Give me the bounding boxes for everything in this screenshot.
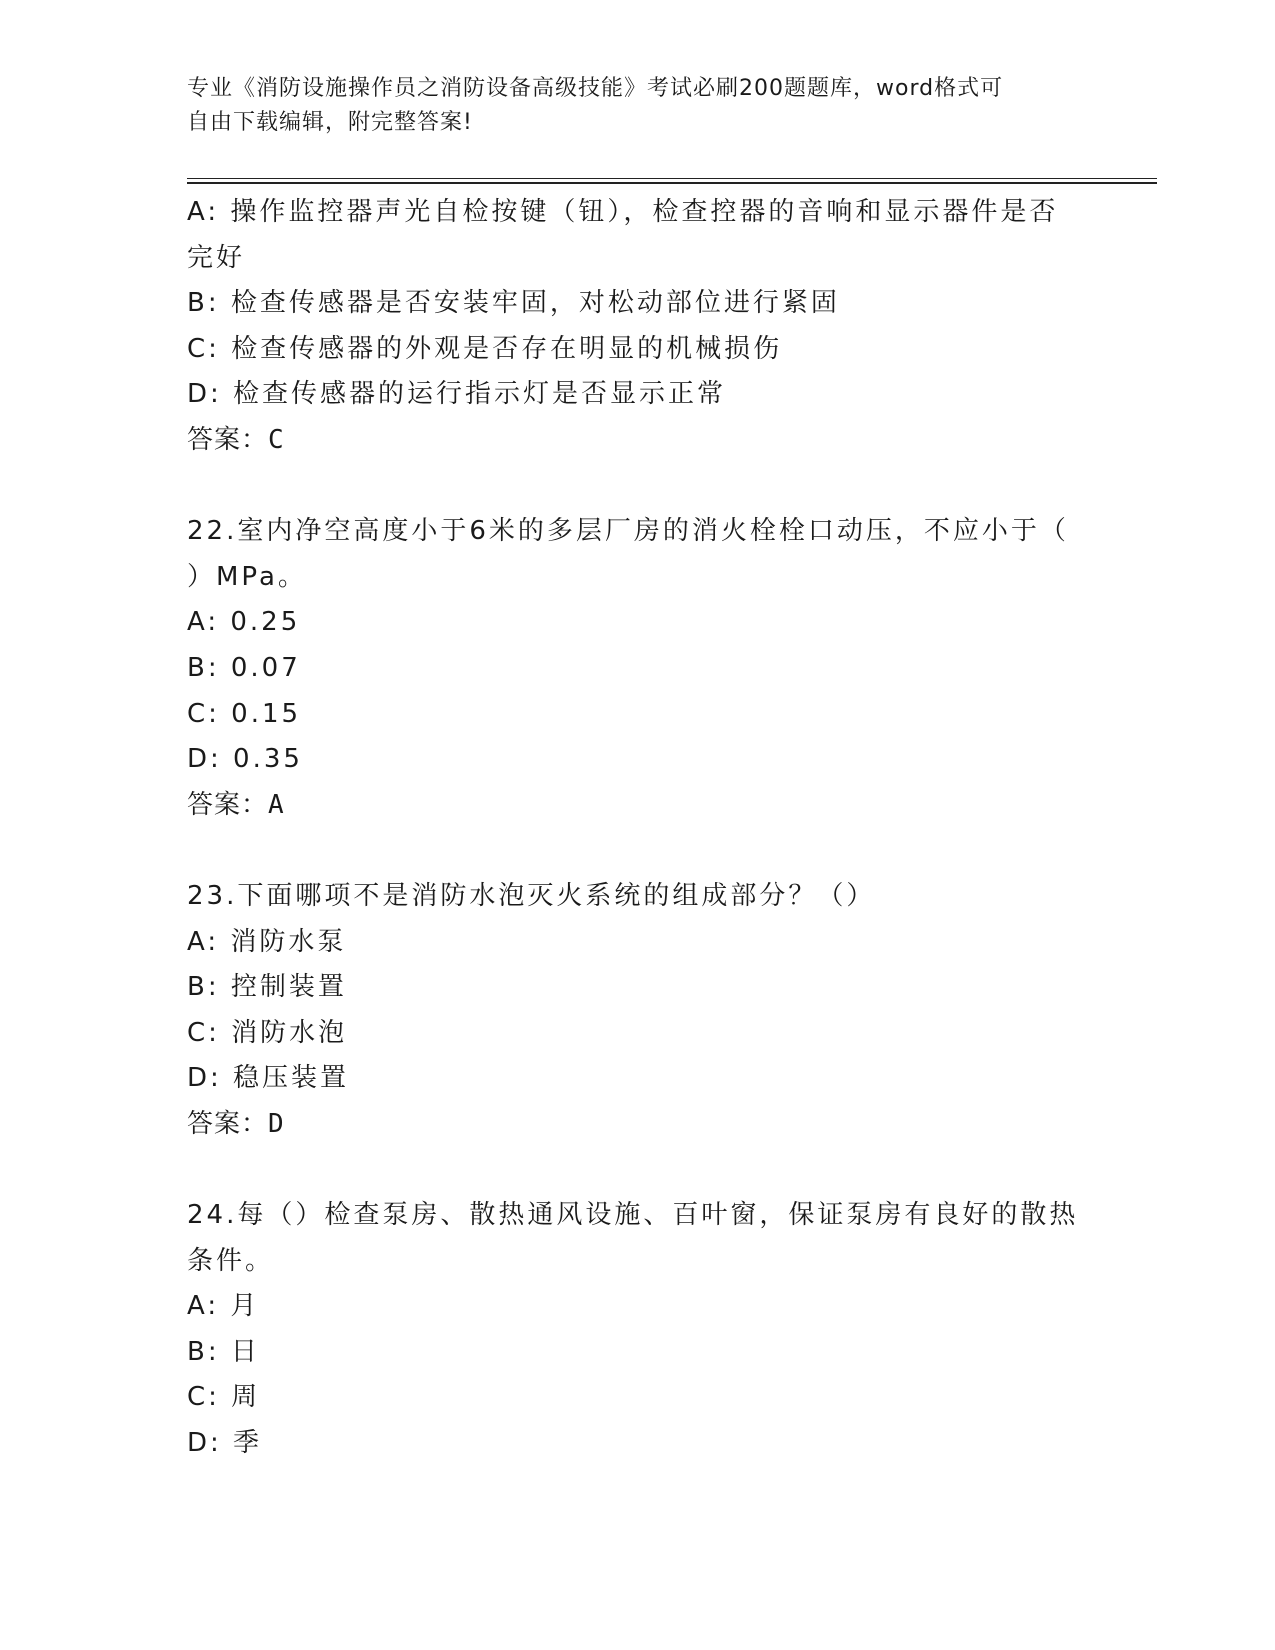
question-23 [187, 874, 1087, 1148]
question-22 [187, 509, 1087, 828]
answer [187, 1102, 1087, 1148]
option-a: A: 0.25 [187, 607, 301, 638]
header-line-1: 专业《消防设施操作员之消防设备高级技能》考试必刷200题题库，word格式可 [187, 76, 1004, 101]
question-list [187, 190, 1087, 1467]
answer [187, 783, 1087, 829]
option-d: D: 稳压装置 [187, 1063, 350, 1094]
option-b: B: 日 [187, 1336, 260, 1367]
option-b: B: 检查传感器是否安装牢固，对松动部位进行紧固 [187, 288, 840, 319]
document-header [187, 72, 1067, 140]
question-21 [187, 190, 1087, 464]
answer-value: A [268, 789, 285, 820]
option-d: D: 季 [187, 1428, 263, 1459]
option-a: A: 消防水泵 [187, 926, 347, 957]
question-stem-line-1: 23.下面哪项不是消防水泡灭火系统的组成部分？（） [187, 880, 876, 911]
answer-label: 答案： [187, 1108, 269, 1139]
header-divider-thin [187, 178, 1157, 179]
option-d: D: 检查传感器的运行指示灯是否显示正常 [187, 379, 727, 410]
option-c: C: 检查传感器的外观是否存在明显的机械损伤 [187, 333, 783, 364]
question-stem-line-2: ）MPa。 [187, 561, 307, 592]
option-d: D: 0.35 [187, 744, 303, 775]
option-a-line-2: 完好 [187, 242, 246, 273]
option-b: B: 0.07 [187, 652, 301, 683]
header-line-2: 自由下载编辑，附完整答案! [187, 110, 473, 135]
question-stem-line-1: 22.室内净空高度小于6米的多层厂房的消火栓栓口动压，不应小于（ [187, 516, 1069, 547]
option-a-line-1: A: 操作监控器声光自检按键（钮），检查控器的音响和显示器件是否 [187, 197, 1059, 227]
spacer [187, 464, 1087, 510]
option-c: C: 周 [187, 1382, 261, 1413]
question-24 [187, 1193, 1087, 1467]
header-divider-thick [187, 182, 1157, 184]
answer-label: 答案： [187, 424, 269, 455]
option-a: A: 月 [187, 1291, 260, 1322]
question-stem-line-2: 条件。 [187, 1245, 275, 1276]
spacer [187, 1147, 1087, 1193]
option-c: C: 0.15 [187, 698, 302, 729]
answer-value: D [268, 1108, 285, 1139]
answer-value: C [268, 424, 285, 455]
question-stem-line-1: 24.每（）检查泵房、散热通风设施、百叶窗，保证泵房有良好的散热 [187, 1200, 1079, 1231]
option-b: B: 控制装置 [187, 972, 347, 1003]
answer-label: 答案： [187, 789, 269, 820]
answer [187, 418, 1087, 464]
option-c: C: 消防水泡 [187, 1017, 348, 1048]
spacer [187, 828, 1087, 874]
